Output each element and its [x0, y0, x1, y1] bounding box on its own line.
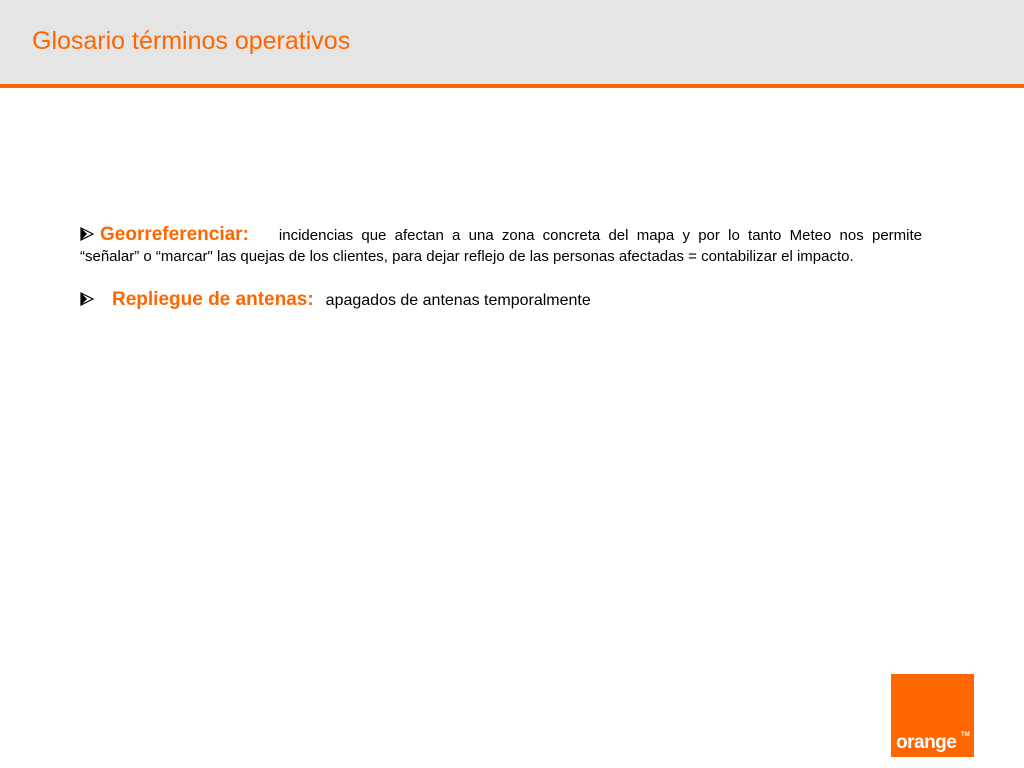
logo-trademark: TM	[961, 732, 970, 738]
arrowhead-bullet-icon	[80, 292, 94, 306]
glossary-item-georreferenciar	[80, 224, 922, 267]
arrowhead-bullet-icon	[80, 227, 94, 241]
orange-logo	[891, 674, 974, 757]
term-definition: apagados de antenas temporalmente	[325, 292, 591, 309]
slide-header	[0, 0, 1024, 84]
term-label: Georreferenciar:	[100, 224, 249, 245]
glossary-list	[80, 224, 922, 311]
term-definition: incidencias que afectan a una zona concreta del mapa y por lo tanto Meteo nos permite “señalar” o “marcar" las quejas de los clientes, para dejar reflejo de las personas afectadas = contabilizar el impacto.	[80, 227, 922, 265]
logo-wordmark: orange	[896, 732, 957, 753]
glossary-item-repliegue-de-antenas	[80, 289, 922, 311]
page-title: Glosario términos operativos	[32, 27, 351, 55]
header-divider	[0, 84, 1024, 88]
term-label: Repliegue de antenas:	[112, 289, 314, 310]
